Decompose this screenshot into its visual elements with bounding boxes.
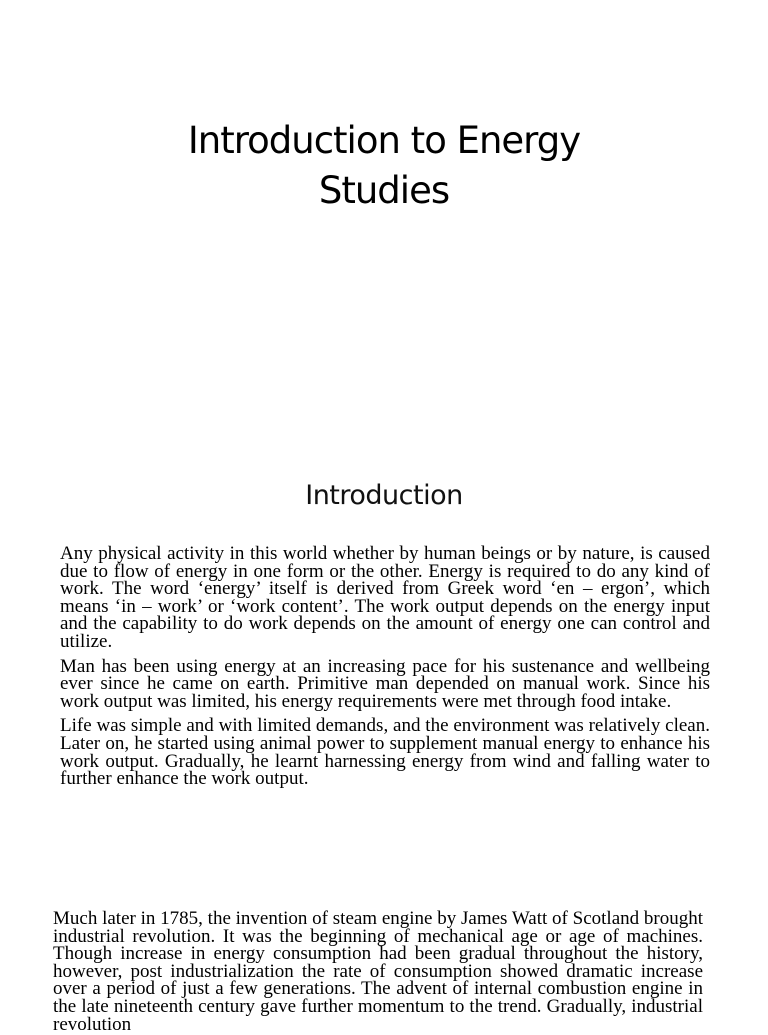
history-paragraph: Much later in 1785, the invention of steam engine by James Watt of Scotland brought industrial revolution. It was the beginning of mechanical age or age of machines. Though increase in energy consumption had been gradual throughout the history, however, post industrialization the rate of consumption showed dramatic increase over a period of just a few generations. The advent of internal combustion engine in the late nineteenth century gave further momentum to the trend. Gradually, industrial revolution <box>53 908 703 1035</box>
intro-paragraph-3: Life was simple and with limited demands, and the environment was relatively clean. Later on, he started using animal power to supplement manual energy to enhance his work output. Gradually, he learnt harnessing energy from wind and falling water to further enhance the work output. <box>60 715 710 790</box>
intro-body <box>60 545 710 795</box>
page-title <box>0 116 768 216</box>
intro-paragraph-2: Man has been using energy at an increasing pace for his sustenance and wellbeing ever since he came on earth. Primitive man depended on manual work. Since his work output was limited, his energy requirements were met through food intake. <box>60 655 710 712</box>
section-heading: Introduction <box>305 480 463 511</box>
intro-paragraph-1: Any physical activity in this world whether by human beings or by nature, is caused due to flow of energy in one form or the other. Energy is required to do any kind of work. The word ‘energy’ itself is derived from Greek word ‘en – ergon’, which means ‘in – work’ or ‘work content’. The work output depends on the energy input and the capability to do work depends on the amount of energy one can control and utilize. <box>60 543 710 652</box>
history-body <box>53 910 703 1033</box>
page-title-line-1: Introduction to Energy <box>187 119 581 162</box>
page-title-line-2: Studies <box>318 169 450 212</box>
